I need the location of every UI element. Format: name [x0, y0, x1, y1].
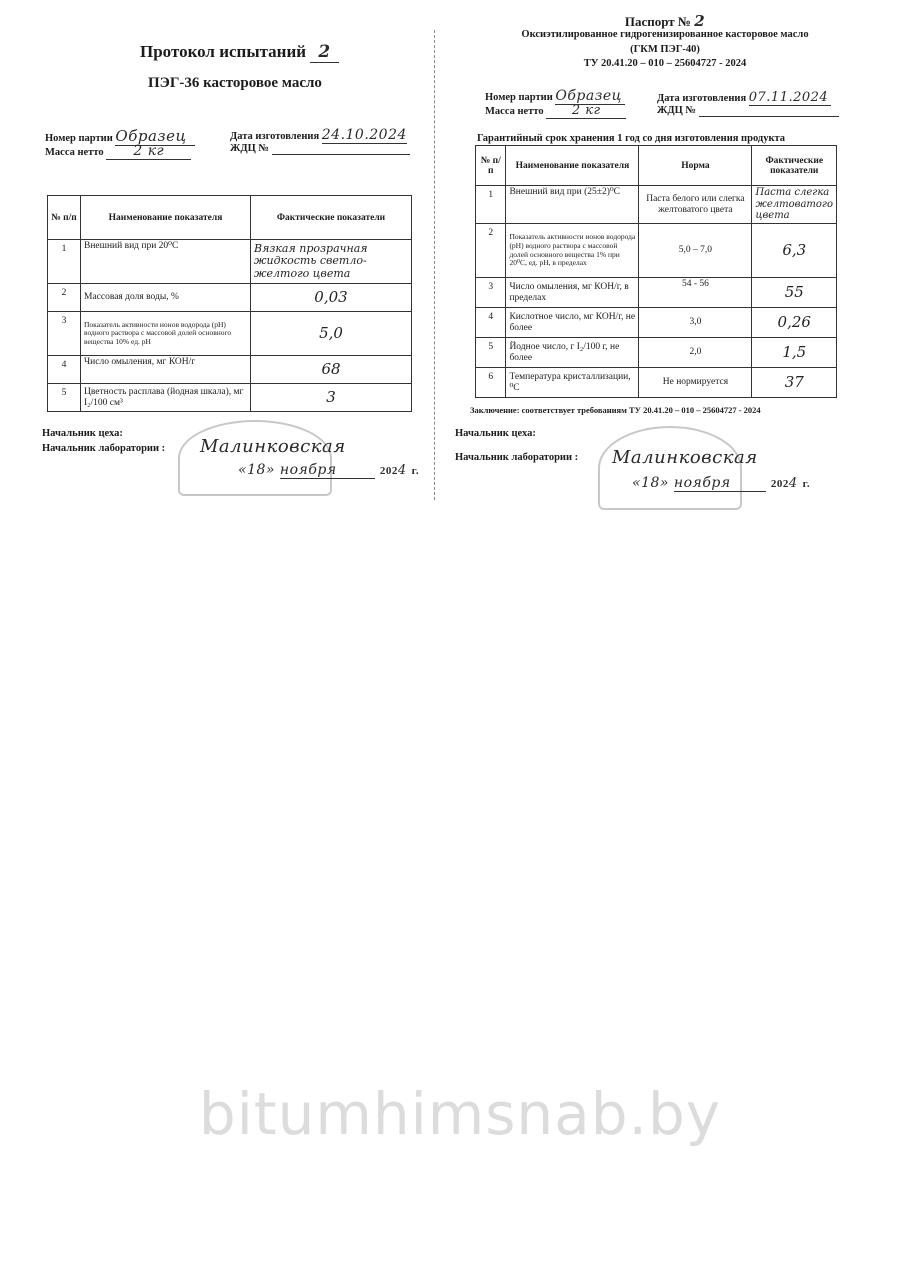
left-batch-value: Образец [115, 127, 195, 146]
row-number: 6 [476, 368, 506, 398]
row-name: Число омыления, мг КОН/г [81, 356, 251, 384]
left-date-month: ноября [280, 462, 375, 479]
table-row [476, 308, 837, 338]
right-chief-shop: Начальник цеха: [455, 428, 536, 439]
row-name: Внешний вид при 20⁰С [81, 240, 251, 284]
right-date-value: 07.11.2024 [749, 90, 831, 106]
right-year-suffix: г. [802, 478, 811, 490]
right-batch-label: Номер партии [485, 92, 553, 103]
right-title-number: 2 [694, 12, 706, 30]
row-name: Показатель активности ионов водорода (pH) водного раствора с массовой долей основного вещества 1% при 20⁰С, ед. pH, в пределах [506, 224, 639, 278]
right-batch-value: Образец [555, 88, 625, 105]
page-divider [434, 30, 435, 500]
row-value: 55 [752, 278, 837, 308]
row-name: Внешний вид при (25±2)⁰С [506, 186, 639, 224]
table-row [48, 356, 412, 384]
right-date-label: Дата изготовления [657, 93, 747, 104]
left-mass-row [45, 143, 191, 160]
right-stamp-seal [598, 426, 742, 510]
left-date-day: «18» [238, 462, 275, 478]
right-line3: ТУ 20.41.20 – 010 – 25604727 - 2024 [583, 58, 747, 69]
right-header-num: № п/п [476, 146, 506, 186]
row-number: 5 [476, 338, 506, 368]
left-title-text: Протокол испытаний [140, 42, 307, 61]
right-date-day: «18» [632, 475, 669, 491]
left-title-number: 2 [310, 42, 338, 63]
row-value: 5,0 [251, 312, 412, 356]
right-year-prefix: 202 [770, 478, 789, 490]
table-row [48, 384, 412, 412]
table-row [476, 224, 837, 278]
right-header-value: Фактические показатели [752, 146, 837, 186]
table-row [48, 284, 412, 312]
left-year-digit: 4 [397, 463, 407, 478]
left-batch-label: Номер партии [45, 133, 113, 144]
row-value: Паста слегка желтоватого цвета [752, 186, 837, 224]
right-line2: (ГКМ ПЭГ-40) [630, 44, 700, 55]
row-value: 37 [752, 368, 837, 398]
row-name: Кислотное число, мг КОН/г, не более [506, 308, 639, 338]
left-year-suffix: г. [411, 465, 420, 477]
table-row [476, 368, 837, 398]
left-subtitle: ПЭГ-36 касторовое масло [148, 75, 322, 91]
row-value: Вязкая прозрачная жидкость светло-желтого цвета [251, 240, 412, 284]
right-sign-date [632, 475, 810, 492]
row-number: 1 [48, 240, 81, 284]
table-row [476, 278, 837, 308]
table-row [476, 186, 837, 224]
right-mass-value: 2 кг [546, 103, 626, 119]
right-year-digit: 4 [788, 476, 798, 491]
right-header-name: Наименование показателя [506, 146, 639, 186]
row-norm: Паста белого или слегка желтоватого цвета [639, 186, 752, 224]
row-norm: 2,0 [639, 338, 752, 368]
left-year-prefix: 202 [379, 465, 398, 477]
left-zhdts-blank [272, 143, 410, 155]
row-number: 4 [48, 356, 81, 384]
row-norm: 54 - 56 [639, 278, 752, 308]
row-name: Показатель активности ионов водорода (pH) водного раствора с массовой долей основного вещества 10% ед. pH [81, 312, 251, 356]
left-zhdts-row [230, 143, 410, 155]
left-header-num: № п/п [48, 196, 81, 240]
right-zhdts-blank [699, 105, 839, 117]
right-signature: Малинковская [612, 447, 758, 468]
right-line1: Оксиэтилированное гидрогенизированное касторовое масло [521, 29, 809, 40]
right-date-row [657, 90, 831, 106]
row-name: Цветность расплава (йодная шкала), мг I₂/100 см³ [81, 384, 251, 412]
row-norm: 5,0 – 7,0 [639, 224, 752, 278]
right-chief-lab: Начальник лаборатории : [455, 452, 579, 463]
row-value: 0,26 [752, 308, 837, 338]
watermark: bitumhimsnab.by [198, 1080, 722, 1148]
table-row [48, 240, 412, 284]
right-zhdts-label: ЖДЦ № [657, 105, 696, 116]
row-number: 4 [476, 308, 506, 338]
right-date-month: ноября [674, 475, 766, 492]
left-mass-value: 2 кг [106, 143, 191, 160]
right-guarantee: Гарантийный срок хранения 1 год со дня изготовления продукта [477, 133, 786, 144]
table-row [476, 338, 837, 368]
row-name: Число омыления, мг КОН/г, в пределах [506, 278, 639, 308]
row-number: 1 [476, 186, 506, 224]
left-signature: Малинковская [200, 436, 346, 457]
left-chief-lab: Начальник лаборатории : [42, 443, 166, 454]
row-name: Температура кристаллизации, ⁰С [506, 368, 639, 398]
row-number: 2 [48, 284, 81, 312]
right-header-norm: Норма [639, 146, 752, 186]
row-number: 2 [476, 224, 506, 278]
table-row [48, 312, 412, 356]
left-date-row [230, 127, 407, 144]
row-norm: 3,0 [639, 308, 752, 338]
left-table-header [48, 196, 412, 240]
left-header-name: Наименование показателя [81, 196, 251, 240]
left-title [140, 42, 339, 62]
row-value: 0,03 [251, 284, 412, 312]
left-sign-date [238, 462, 419, 479]
left-header-value: Фактические показатели [251, 196, 412, 240]
row-number: 3 [48, 312, 81, 356]
right-table-header [476, 146, 837, 186]
right-zhdts-row [657, 105, 839, 117]
right-mass-row [485, 103, 626, 119]
row-norm: Не нормируется [639, 368, 752, 398]
row-value: 6,3 [752, 224, 837, 278]
row-number: 3 [476, 278, 506, 308]
right-title [480, 12, 850, 30]
row-value: 3 [251, 384, 412, 412]
row-value: 68 [251, 356, 412, 384]
right-results-table [475, 145, 837, 398]
left-zhdts-label: ЖДЦ № [230, 143, 269, 154]
right-mass-label: Масса нетто [485, 106, 544, 117]
left-chief-shop: Начальник цеха: [42, 428, 123, 439]
left-date-value: 24.10.2024 [321, 127, 407, 143]
row-name: Массовая доля воды, % [81, 284, 251, 312]
row-value: 1,5 [752, 338, 837, 368]
row-name: Йодное число, г I₂/100 г, не более [506, 338, 639, 368]
right-conclusion: Заключение: соответствует требованиям ТУ 20.41.20 – 010 – 25604727 - 2024 [470, 405, 761, 415]
left-results-table [47, 195, 412, 412]
row-number: 5 [48, 384, 81, 412]
left-mass-label: Масса нетто [45, 147, 104, 158]
right-title-text: Паспорт № [624, 14, 691, 29]
left-stamp-seal [178, 420, 332, 496]
left-date-label: Дата изготовления [230, 131, 320, 142]
